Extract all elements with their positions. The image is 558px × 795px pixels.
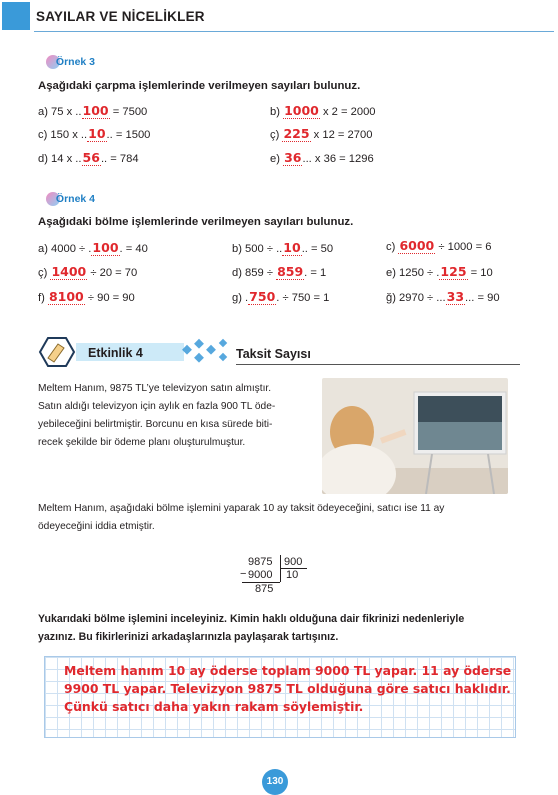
- division-subtract: 9000: [248, 569, 273, 581]
- answer-4g: 750: [249, 289, 276, 304]
- ornek-4-label: [46, 192, 95, 206]
- header-divider: [34, 31, 554, 32]
- answer-4a: 100: [92, 240, 119, 255]
- problem-b: b) 1000 x 2 = 2000: [270, 103, 376, 118]
- division-minus: −: [240, 568, 247, 580]
- problem-4g: g) .750. ÷ 750 = 1: [232, 289, 330, 304]
- problem-a: a) 75 x ..100 = 7500: [38, 103, 148, 118]
- answer-d: 56: [82, 150, 100, 165]
- activity-title: Taksit Sayısı: [236, 347, 311, 361]
- problem-d: d) 14 x ..56.. = 784: [38, 150, 139, 165]
- instruction-paragraph: Yukarıdaki bölme işlemini inceleyiniz. Kimin haklı olduğuna dair fikrinizi nedenleriyle yazınız. Bu fikirlerinizi arkadaşlarınızla paylaşarak tartışınız.: [38, 613, 465, 643]
- division-divisor: 900: [284, 556, 303, 568]
- handwritten-answer: Meltem hanım 10 ay öderse toplam 9000 TL yapar. 11 ay öderse 9900 TL yapar. Televizyon 9875 TL olduğuna göre satıcı haklıdır. Çünkü satıcı daha yakın rakam söylemiştir.: [64, 663, 512, 714]
- problem-4f: f) 8100 ÷ 90 = 90: [38, 289, 135, 304]
- ornek-3-question: Aşağıdaki çarpma işlemlerinde verilmeyen sayıları bulunuz.: [38, 80, 361, 92]
- ornek-3-text: Örnek 3: [55, 55, 96, 68]
- division-quotient: 10: [286, 569, 299, 581]
- answer-b: 1000: [284, 103, 319, 118]
- page-number-badge: 130: [262, 769, 288, 795]
- activity-label: Etkinlik 4: [88, 346, 143, 360]
- ornek-4-text: Örnek 4: [55, 192, 96, 205]
- woman-watching-tv-photo: [322, 378, 508, 494]
- page-section-title: SAYILAR VE NİCELİKLER: [36, 9, 205, 24]
- story-paragraph-2: Meltem Hanım, aşağıdaki bölme işlemini yaparak 10 ay taksit ödeyeceğini, satıcı ise 11 ay ödeyeceğini iddia etmiştir.: [38, 503, 445, 532]
- answer-cc: 225: [283, 126, 310, 141]
- problem-4b: b) 500 ÷ ..10.. = 50: [232, 240, 334, 255]
- answer-4c: 6000: [399, 238, 435, 253]
- answer-4f: 8100: [48, 289, 84, 304]
- ornek-4-question: Aşağıdaki bölme işlemlerinde verilmeyen sayıları bulunuz.: [38, 216, 354, 228]
- problem-e: e) 36... x 36 = 1296: [270, 150, 374, 165]
- answer-4e: 125: [440, 264, 467, 279]
- answer-4b: 10: [283, 240, 301, 255]
- problem-4e: e) 1250 ÷ .125 = 10: [386, 264, 493, 279]
- diamond-pattern-icon: [182, 339, 227, 363]
- problem-4c: c) 6000 ÷ 1000 = 6: [386, 238, 492, 253]
- answer-a: 100: [82, 103, 109, 118]
- problem-4a: a) 4000 ÷ .100. = 40: [38, 240, 148, 255]
- answer-c: 10: [88, 126, 106, 141]
- answer-4gg: 33: [446, 289, 465, 304]
- activity-title-rule: [236, 364, 520, 365]
- ornek-3-label: [46, 55, 95, 69]
- problem-4gg: ğ) 2970 ÷ ...33... = 90: [386, 289, 500, 304]
- problem-4d: d) 859 ÷ 859. = 1: [232, 264, 327, 279]
- problem-4cc: ç) 1400 ÷ 20 = 70: [38, 264, 138, 279]
- division-remainder: 875: [255, 583, 274, 595]
- story-paragraph-1: Meltem Hanım, 9875 TL’ye televizyon satın almıştır. Satın aldığı televizyon için aylık en fazla 900 TL öde- yebileceğini belirtmiştir. Borcunu en kısa sürede biti- recek şekilde bir ödeme planı oluşturulmuştur.: [38, 383, 276, 448]
- answer-4d: 859: [277, 264, 304, 279]
- problem-c: c) 150 x ..10.. = 1500: [38, 126, 151, 141]
- answer-e: 36: [284, 150, 302, 165]
- header-color-block: [2, 2, 30, 30]
- division-dividend: 9875: [248, 556, 273, 568]
- answer-4cc: 1400: [51, 264, 87, 279]
- problem-cc: ç) 225 x 12 = 2700: [270, 126, 373, 141]
